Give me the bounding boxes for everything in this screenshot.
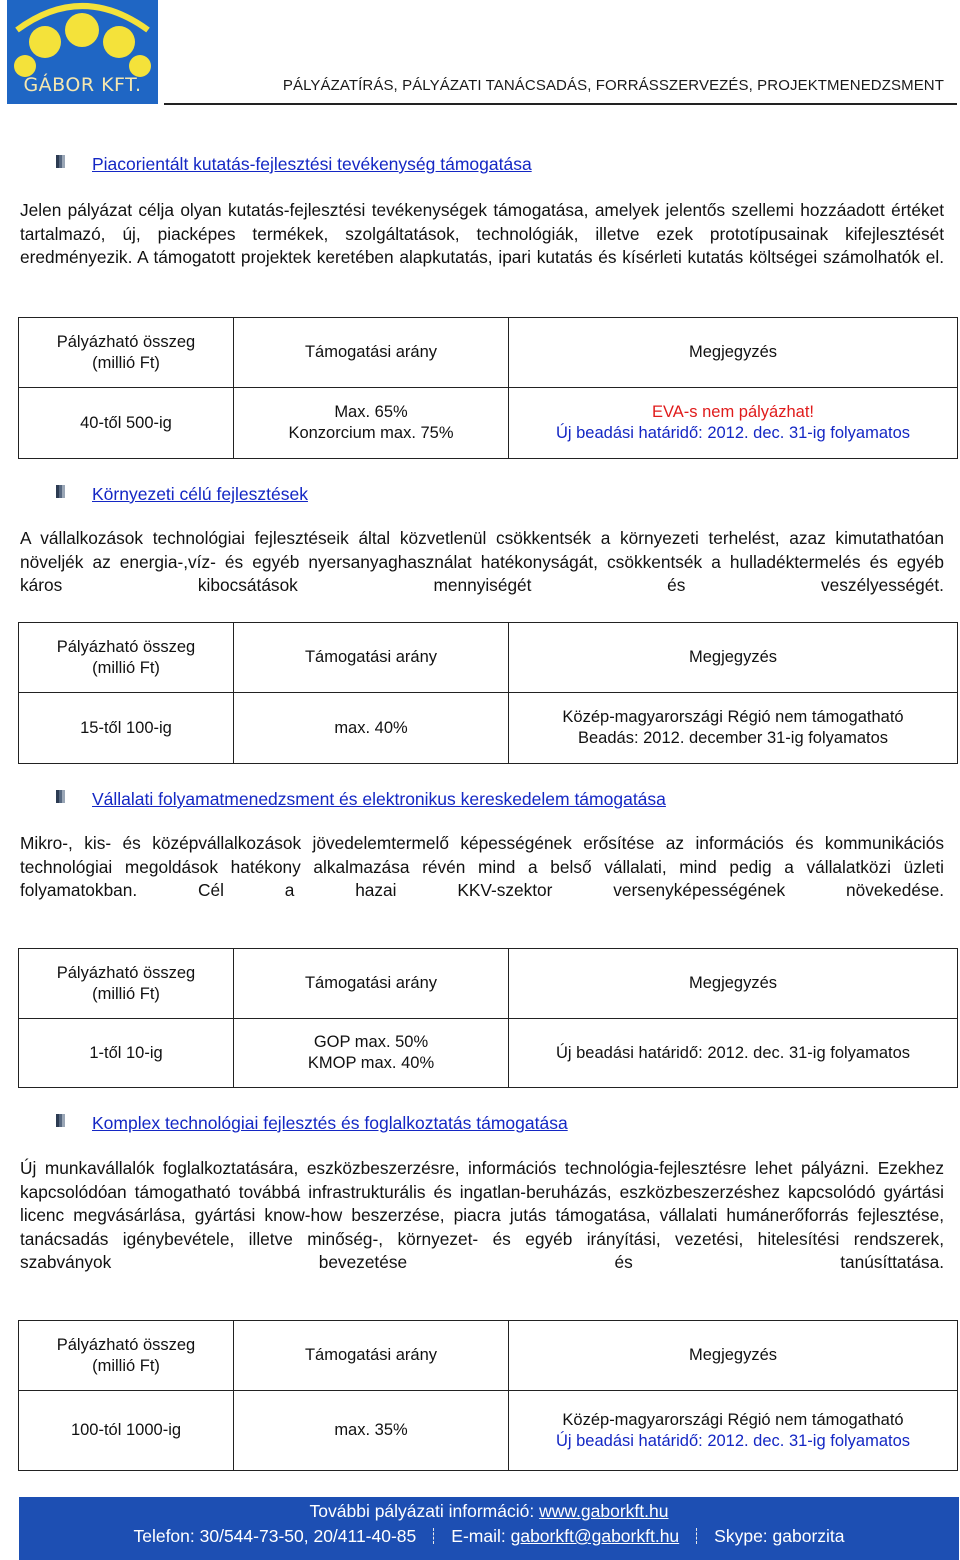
header-rate: Támogatási arány [234, 949, 509, 1019]
website-link[interactable]: www.gaborkft.hu [539, 1501, 669, 1521]
header-note: Megjegyzés [509, 1321, 958, 1391]
table-header-row [19, 623, 958, 693]
cell-note: Új beadási határidő: 2012. dec. 31-ig folyamatos [509, 1019, 958, 1088]
cell-note: Közép-magyarországi Régió nem támogatható Új beadási határidő: 2012. dec. 31-ig folyamatos [509, 1391, 958, 1471]
table-row [19, 1391, 958, 1471]
cell-note: EVA-s nem pályázhat! Új beadási határidő: 2012. dec. 31-ig folyamatos [509, 388, 958, 459]
email-link[interactable]: gaborkft@gaborkft.hu [510, 1526, 680, 1546]
header-note: Megjegyzés [509, 623, 958, 693]
table-row [19, 693, 958, 764]
footer-contact-line [19, 1524, 959, 1548]
section-title-text: Vállalati folyamatmenedzsment és elektronikus kereskedelem támogatása [92, 789, 666, 809]
page-footer [19, 1497, 959, 1560]
bullet-icon [56, 485, 65, 498]
separator [696, 1528, 697, 1544]
cell-amount: 1-től 10-ig [19, 1019, 234, 1088]
section-kutatas-fejlesztes [20, 151, 944, 293]
header-tagline: PÁLYÁZATÍRÁS, PÁLYÁZATI TANÁCSADÁS, FORRÁSSZERVEZÉS, PROJEKTMENEDZSMENT [282, 77, 944, 94]
page-header [0, 0, 960, 108]
logo-text: GÁBOR KFT. [23, 74, 142, 96]
section-title-text: Komplex technológiai fejlesztés és foglalkoztatás támogatása [92, 1113, 568, 1133]
header-amount: Pályázható összeg (millió Ft) [19, 949, 234, 1019]
section-komplex [20, 1110, 944, 1298]
footer-info-line [19, 1499, 959, 1523]
funding-table [18, 1320, 958, 1471]
cell-amount: 100-tól 1000-ig [19, 1391, 234, 1471]
section-description: Jelen pályázat célja olyan kutatás-fejlesztési tevékenységek támogatása, amelyek jelentős szellemi hozzáadott értéket tartalmazó, új, piacképes termékek, szolgáltatások, technológiák, illetve ezek prototípusainak kifejlesztését eredményezik. A támogatott projektek keretében alapkutatás, ipari kutatás és kísérleti kutatás költségei számolhatók el. [20, 200, 944, 267]
footer-info-label: További pályázati információ: [309, 1501, 535, 1521]
header-rate: Támogatási arány [234, 623, 509, 693]
section-kornyezeti [20, 481, 944, 621]
header-rate: Támogatási arány [234, 1321, 509, 1391]
funding-table [18, 317, 958, 459]
header-note: Megjegyzés [509, 949, 958, 1019]
company-logo[interactable] [7, 0, 158, 104]
footer-phone: Telefon: 30/544-73-50, 20/411-40-85 [133, 1526, 417, 1546]
bullet-icon [56, 155, 65, 168]
section-folyamatmenedzsment [20, 786, 944, 926]
separator [433, 1528, 434, 1544]
header-rate: Támogatási arány [234, 318, 509, 388]
header-divider [164, 103, 957, 105]
table-header-row [19, 949, 958, 1019]
header-amount: Pályázható összeg (millió Ft) [19, 623, 234, 693]
section-description: Mikro-, kis- és középvállalkozások jövedelemtermelő képességének erősítése az információs és kommunikációs technológiai megoldások hatékony alkalmazása révén mind a belső vállalati, mind pedig a vállalatközi üzleti folyamatokban. Cél a hazai KKV-szektor versenyképességének növekedése. [20, 833, 944, 900]
header-note: Megjegyzés [509, 318, 958, 388]
section-title-link[interactable] [20, 786, 944, 812]
section-title-link[interactable] [20, 481, 944, 507]
header-amount: Pályázható összeg (millió Ft) [19, 318, 234, 388]
section-description: Új munkavállalók foglalkoztatására, eszközbeszerzésre, információs technológia-fejlesztésre lehet pályázni. Ezekhez kapcsolódóan támogatható továbbá infrastrukturális és ingatlan-beruházás, eszközbeszerzéshez kapcsolódó gyártási licenc megvásárlása, gyártási know-how beszerzése, piacra jutás támogatása, vállalati humánerőforrás fejlesztése, tanácsadás igénybevétele, illetve minőség-, környezet- és egyéb irányítási, vezetési, hitelesítési rendszerek, szabványok bevezetése és tanúsíttatása. [20, 1158, 944, 1272]
footer-skype: Skype: gaborzita [714, 1526, 845, 1546]
table-header-row [19, 1321, 958, 1391]
section-title-link[interactable] [20, 1110, 944, 1136]
cell-rate: max. 40% [234, 693, 509, 764]
cell-note: Közép-magyarországi Régió nem támogatható Beadás: 2012. december 31-ig folyamatos [509, 693, 958, 764]
funding-table [18, 622, 958, 764]
section-title-link[interactable] [20, 151, 944, 177]
table-row [19, 388, 958, 459]
funding-table [18, 948, 958, 1088]
section-title-text: Környezeti célú fejlesztések [92, 484, 308, 504]
cell-rate: max. 35% [234, 1391, 509, 1471]
bullet-icon [56, 790, 65, 803]
cell-amount: 40-től 500-ig [19, 388, 234, 459]
section-description: A vállalkozások technológiai fejlesztéseik által közvetlenül csökkentsék a környezeti terhelést, azaz kimutathatóan növeljék az energia-,víz- és egyéb nyersanyaghasználat hatékonyságát, csökkentsék a hulladéktermelés és egyéb káros kibocsátások mennyiségét és veszélyességét. [20, 528, 944, 595]
cell-amount: 15-től 100-ig [19, 693, 234, 764]
table-header-row [19, 318, 958, 388]
footer-email-label: E-mail: [451, 1526, 506, 1546]
header-amount: Pályázható összeg (millió Ft) [19, 1321, 234, 1391]
cell-rate: GOP max. 50% KMOP max. 40% [234, 1019, 509, 1088]
bullet-icon [56, 1114, 65, 1127]
cell-rate: Max. 65% Konzorcium max. 75% [234, 388, 509, 459]
table-row [19, 1019, 958, 1088]
section-title-text: Piacorientált kutatás-fejlesztési tevékenység támogatása [92, 154, 532, 174]
